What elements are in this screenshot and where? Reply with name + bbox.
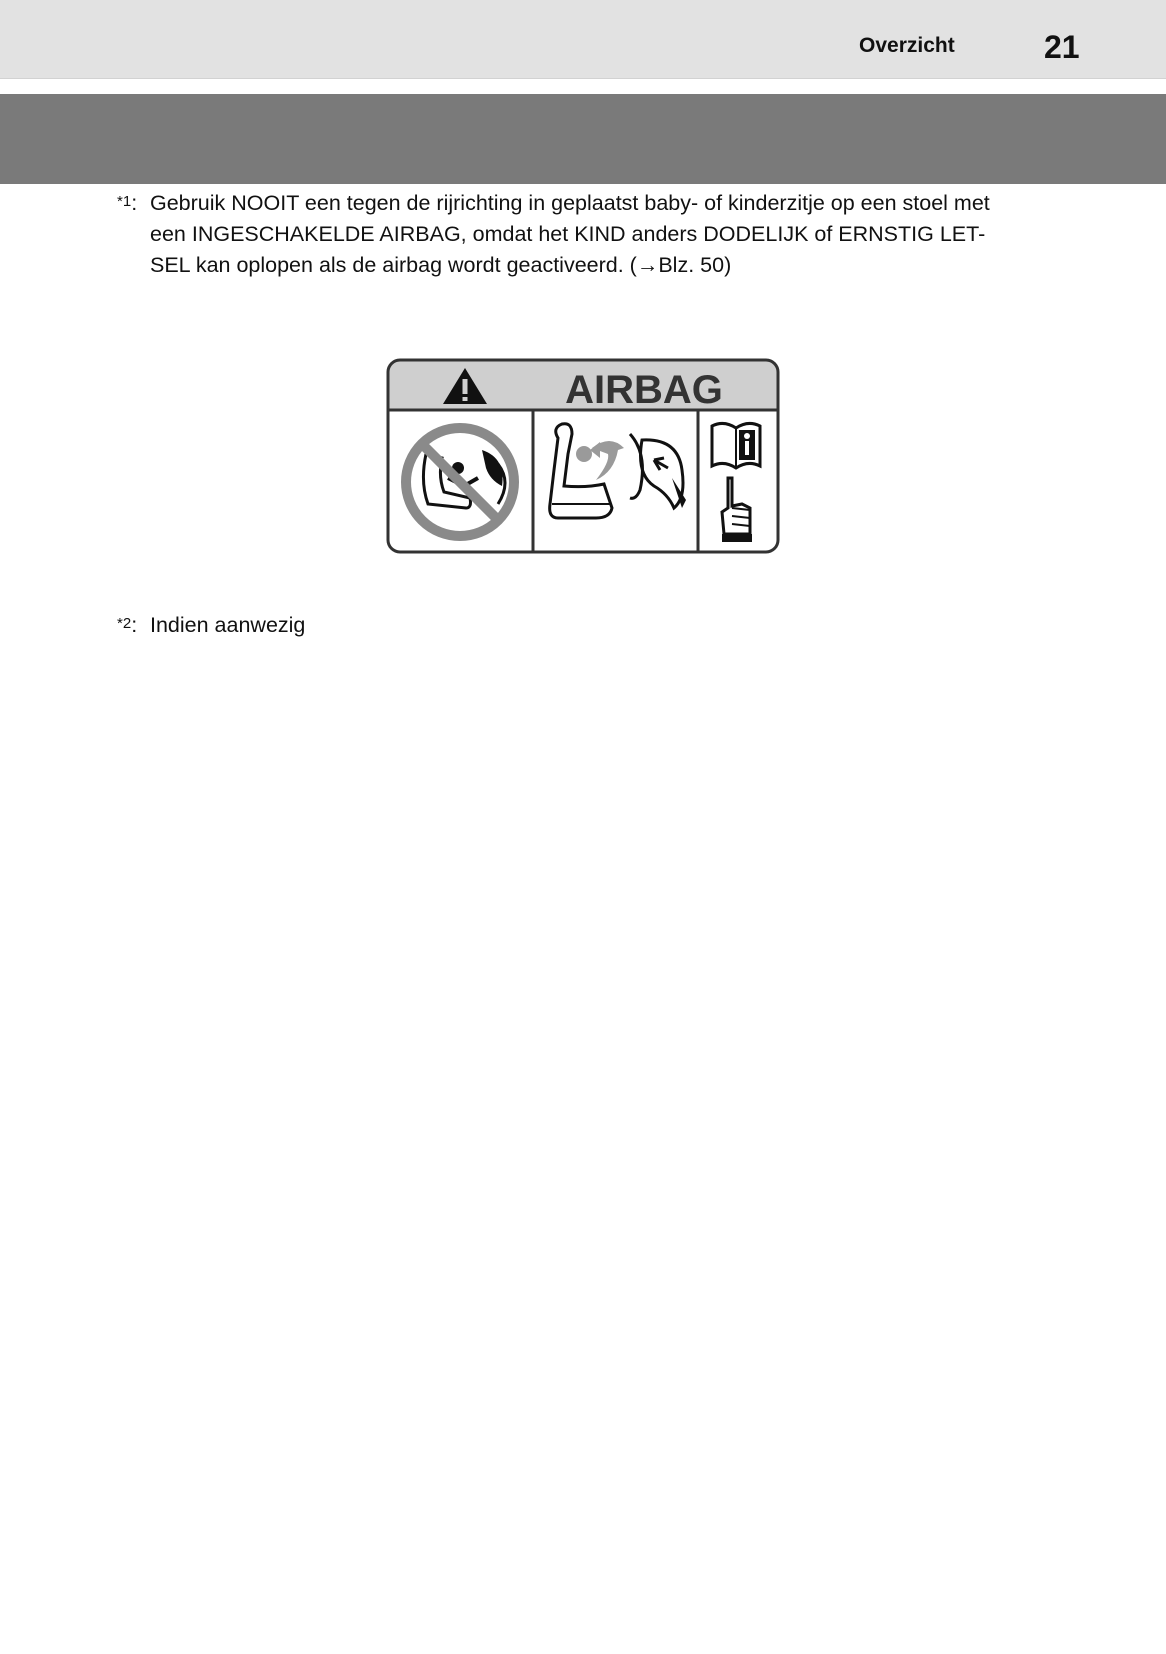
- airbag-title: AIRBAG: [565, 368, 723, 412]
- footnote-text: Indien aanwezig: [150, 613, 306, 637]
- footnote-text: Gebruik NOOIT een tegen de rijrichting in geplaatst baby- of kinderzitje op een stoel met een INGESCHAKELDE AIRBAG, omdat het KIND anders DODELIJK of ERNSTIG LET-SEL kan oplopen als de airbag wordt geactiveerd. (→Blz. 50): [150, 191, 990, 277]
- footnote-marker: $^{*2}$:: [117, 613, 138, 637]
- page-number: 21: [1044, 29, 1080, 65]
- airbag-warning-label: [386, 358, 780, 554]
- info-manual-icon: [712, 423, 760, 468]
- footnote-marker: $^{*1}$:: [117, 191, 138, 215]
- pointing-hand-icon: [722, 478, 752, 542]
- section-banner: [0, 94, 1166, 184]
- no-child-seat-icon: [406, 428, 514, 536]
- page-header: [0, 0, 1166, 79]
- section-title: Overzicht: [859, 34, 955, 57]
- airbag-deploy-icon: [550, 424, 686, 518]
